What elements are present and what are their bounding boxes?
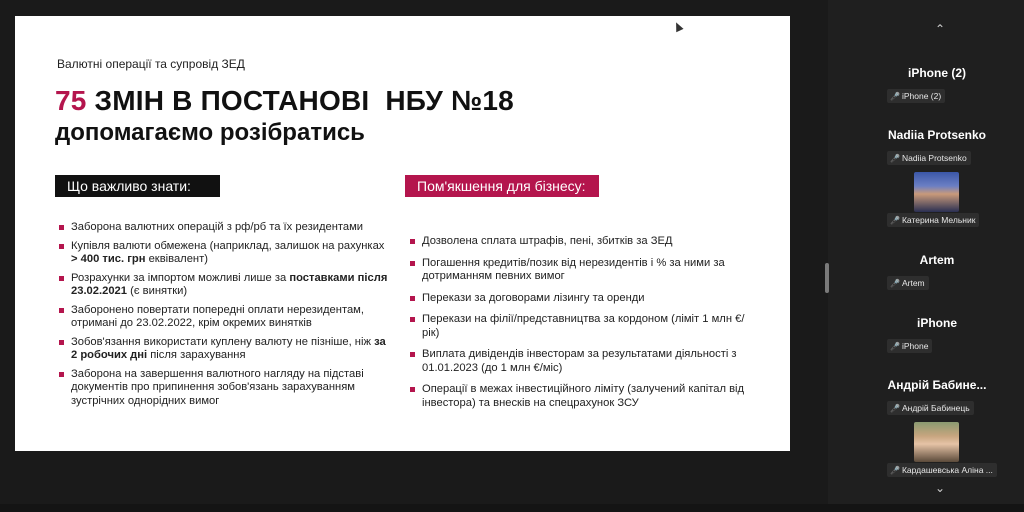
participant-tag: 🎤 Андрій Бабинець [887, 401, 974, 415]
mic-muted-icon: 🎤 [890, 404, 900, 413]
chevron-up-icon[interactable]: ⌃ [934, 22, 946, 36]
list-item: Заборона на завершення валютного нагляду на підставі документів про припинення зобов'язань зарахуванням зустрічних однорідних вимог [59, 368, 389, 409]
mic-muted-icon: 🎤 [890, 154, 900, 163]
participant-name: Artem [919, 253, 955, 267]
mic-muted-icon: 🎤 [890, 216, 900, 225]
participant-name: iPhone [916, 316, 957, 330]
participant-name: iPhone (2) [907, 66, 966, 80]
list-item: Перекази на філії/представництва за кордоном (ліміт 1 млн €/рік) [410, 313, 750, 340]
list-item: Операції в межах інвестиційного ліміту (залучений капітал від інвестора) та внесків на спецрахунок ЗСУ [410, 383, 750, 410]
list-item: Заборонено повертати попередні оплати нерезидентам, отримані до 23.02.2022, крім окремих винятків [59, 304, 389, 331]
splitter [796, 0, 828, 512]
participant-name: Nadiia Protsenko [887, 128, 987, 142]
presentation-slide [15, 16, 790, 451]
title-text: ЗМІН В ПОСТАНОВІ НБУ №18 [86, 85, 514, 116]
participant-tag: 🎤 iPhone [887, 339, 932, 353]
list-item: Дозволена сплата штрафів, пені, збитків за ЗЕД [410, 235, 750, 249]
list-item: Перекази за договорами лізингу та оренди [410, 292, 750, 306]
list-item: Виплата дивідендів інвесторам за результатами діяльності з 01.01.2023 (до 1 млн €/міс) [410, 348, 750, 375]
slide-title [55, 85, 514, 117]
participant-tag: 🎤 Кардашевська Аліна ... [887, 463, 997, 477]
list-item: Зобов'язання використати куплену валюту не пізніше, ніж за 2 робочих дні після зарахування [59, 336, 389, 363]
list-item: Розрахунки за імпортом можливі лише за поставками після 23.02.2021 (є винятки) [59, 272, 389, 299]
list-item: Заборона валютних операцій з рф/рб та їх резидентами [59, 221, 389, 235]
participant-tag: 🎤 iPhone (2) [887, 89, 945, 103]
avatar[interactable] [914, 172, 959, 212]
list-item: Погашення кредитів/позик від нерезидентів і % за ними за дотриманням певних вимог [410, 257, 750, 284]
slide-title-line2: допомагаємо розібратись [55, 119, 365, 146]
slide-subtitle: Валютні операції та супровід ЗЕД [57, 57, 245, 71]
chevron-down-icon[interactable]: ⌄ [934, 481, 946, 495]
participant-name: Андрій Бабине... [887, 378, 987, 392]
mic-muted-icon: 🎤 [890, 342, 900, 351]
relief-list [410, 235, 750, 418]
list-item: Купівля валюти обмежена (наприклад, залишок на рахунках > 400 тис. грн еквівалент) [59, 240, 389, 267]
panel-resize-handle[interactable] [825, 263, 829, 293]
important-list [59, 221, 389, 413]
participant-tag: 🎤 Artem [887, 276, 929, 290]
important-tag: Що важливо знати: [55, 175, 220, 197]
mic-muted-icon: 🎤 [890, 92, 900, 101]
participants-panel [832, 0, 1024, 512]
participant-tag: 🎤 Nadiia Protsenko [887, 151, 971, 165]
avatar[interactable] [914, 422, 959, 462]
participant-tag: 🎤 Катерина Мельник [887, 213, 979, 227]
bottom-toolbar [0, 504, 1024, 512]
relief-tag: Пом'якшення для бізнесу: [405, 175, 599, 197]
mic-muted-icon: 🎤 [890, 466, 900, 475]
mic-muted-icon: 🎤 [890, 279, 900, 288]
title-number: 75 [55, 85, 87, 116]
